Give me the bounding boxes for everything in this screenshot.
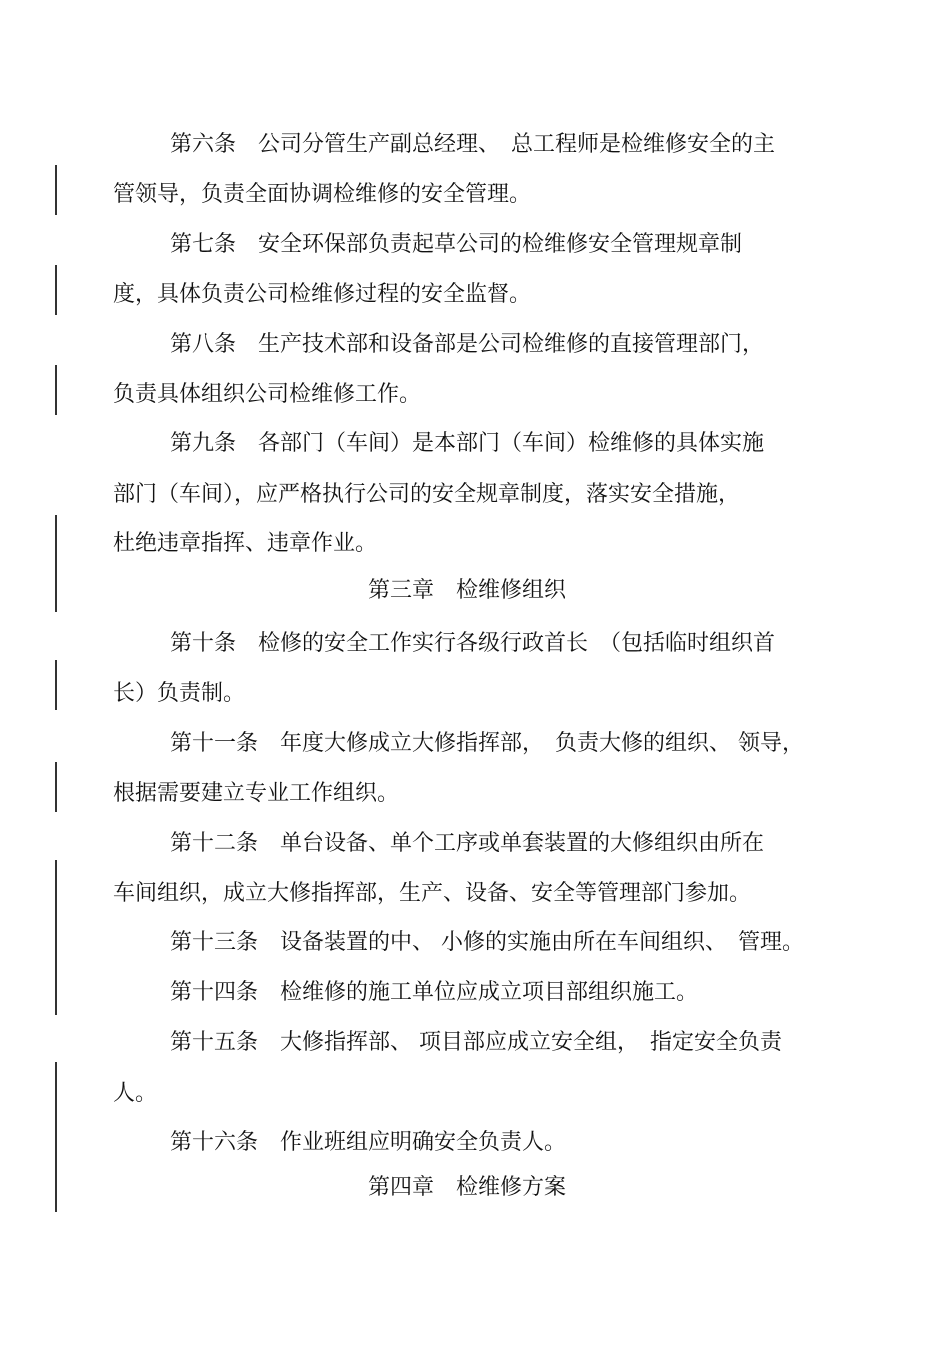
article-16-line-1: 第十六条 作业班组应明确安全负责人。 <box>170 1130 567 1155</box>
article-7-line-2: 度，具体负责公司检维修过程的安全监督。 <box>113 282 532 307</box>
margin-bar <box>55 265 57 315</box>
article-12-line-1: 第十二条 单台设备、单个工序或单套装置的大修组织由所在 <box>170 831 765 856</box>
article-9-line-2: 部门（车间），应严格执行公司的安全规章制度，落实安全措施， <box>113 482 741 507</box>
article-8-line-1: 第八条 生产技术部和设备部是公司检维修的直接管理部门， <box>170 332 765 357</box>
margin-bar <box>55 365 57 415</box>
article-11-line-2: 根据需要建立专业工作组织。 <box>113 781 400 806</box>
margin-bar <box>55 1062 57 1212</box>
article-6-line-1: 第六条 公司分管生产副总经理、 总工程师是检维修安全的主 <box>170 132 776 157</box>
chapter-3-heading: 第三章 检维修组织 <box>368 578 567 603</box>
article-10-line-1: 第十条 检修的安全工作实行各级行政首长 （包括临时组织首 <box>170 631 776 656</box>
margin-bar <box>55 515 57 612</box>
chapter-4-heading: 第四章 检维修方案 <box>368 1175 567 1200</box>
margin-bar <box>55 165 57 215</box>
article-15-line-1: 第十五条 大修指挥部、 项目部应成立安全组， 指定安全负责 <box>170 1030 782 1055</box>
article-12-line-2: 车间组织，成立大修指挥部，生产、设备、安全等管理部门参加。 <box>113 881 752 906</box>
article-13-line-1: 第十三条 设备装置的中、 小修的实施由所在车间组织、 管理。 <box>170 930 804 955</box>
article-9-line-3: 杜绝违章指挥、违章作业。 <box>113 531 378 556</box>
article-11-line-1: 第十一条 年度大修成立大修指挥部， 负责大修的组织、 领导， <box>170 731 804 756</box>
article-8-line-2: 负责具体组织公司检维修工作。 <box>113 382 422 407</box>
article-6-line-2: 管领导，负责全面协调检维修的安全管理。 <box>113 182 532 207</box>
article-14-line-1: 第十四条 检维修的施工单位应成立项目部组织施工。 <box>170 980 699 1005</box>
margin-bar <box>55 762 57 812</box>
article-10-line-2: 长）负责制。 <box>113 681 246 706</box>
margin-bar <box>55 860 57 1015</box>
margin-bar <box>55 660 57 710</box>
article-15-line-2: 人。 <box>113 1081 158 1106</box>
article-9-line-1: 第九条 各部门（车间）是本部门（车间）检维修的具体实施 <box>170 431 765 456</box>
article-7-line-1: 第七条 安全环保部负责起草公司的检维修安全管理规章制 <box>170 232 743 257</box>
